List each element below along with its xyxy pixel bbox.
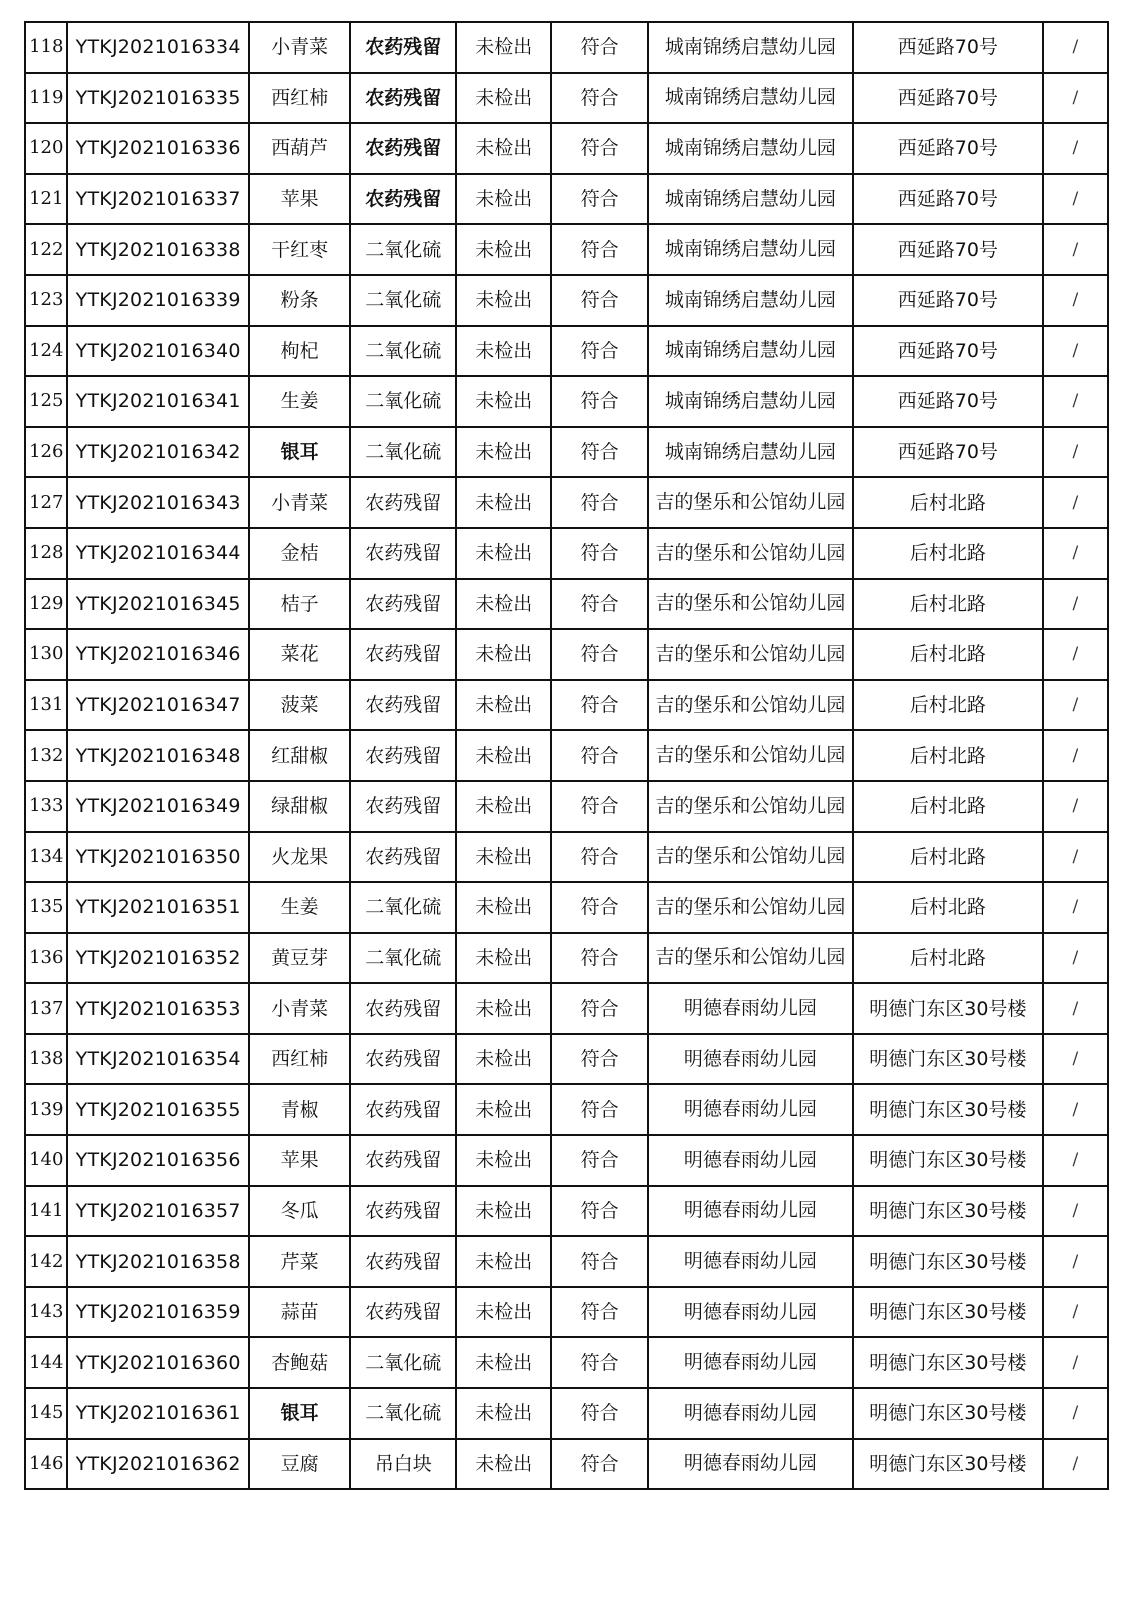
test-item: 二氧化硫 [350,427,456,478]
row-number: 146 [25,1439,67,1490]
table-row [25,22,1108,73]
unit-address: 西延路70号 [853,123,1043,174]
table-row [25,1084,1108,1135]
row-number: 138 [25,1034,67,1085]
judgement: 符合 [551,579,647,630]
test-result: 未检出 [456,477,551,528]
table-row [25,680,1108,731]
unit-address: 明德门东区30号楼 [853,1186,1043,1237]
test-item: 农药残留 [350,832,456,883]
sample-code: YTKJ2021016350 [67,832,248,883]
sample-name: 红甜椒 [249,730,351,781]
row-number: 124 [25,326,67,377]
test-result: 未检出 [456,22,551,73]
sample-name: 粉条 [249,275,351,326]
unit-address: 后村北路 [853,528,1043,579]
sample-code: YTKJ2021016334 [67,22,248,73]
judgement: 符合 [551,832,647,883]
remark: / [1043,1236,1108,1287]
judgement: 符合 [551,983,647,1034]
sample-code: YTKJ2021016362 [67,1439,248,1490]
sample-name: 芹菜 [249,1236,351,1287]
sample-code: YTKJ2021016341 [67,376,248,427]
judgement: 符合 [551,376,647,427]
sampled-unit: 城南锦绣启慧幼儿园 [648,376,853,427]
sampled-unit: 城南锦绣启慧幼儿园 [648,174,853,225]
sample-code: YTKJ2021016358 [67,1236,248,1287]
table-row [25,326,1108,377]
test-item: 农药残留 [350,22,456,73]
sampled-unit: 城南锦绣启慧幼儿园 [648,22,853,73]
table-row [25,832,1108,883]
sample-name: 金桔 [249,528,351,579]
remark: / [1043,1135,1108,1186]
test-result: 未检出 [456,427,551,478]
unit-address: 明德门东区30号楼 [853,1034,1043,1085]
sample-name: 西红柿 [249,73,351,124]
judgement: 符合 [551,174,647,225]
sample-name: 火龙果 [249,832,351,883]
row-number: 141 [25,1186,67,1237]
judgement: 符合 [551,528,647,579]
unit-address: 后村北路 [853,579,1043,630]
sampled-unit: 城南锦绣启慧幼儿园 [648,123,853,174]
remark: / [1043,680,1108,731]
sample-code: YTKJ2021016345 [67,579,248,630]
judgement: 符合 [551,1236,647,1287]
table-row [25,528,1108,579]
sampled-unit: 城南锦绣启慧幼儿园 [648,275,853,326]
sample-code: YTKJ2021016335 [67,73,248,124]
test-item: 二氧化硫 [350,933,456,984]
test-result: 未检出 [456,680,551,731]
remark: / [1043,22,1108,73]
unit-address: 后村北路 [853,832,1043,883]
sampled-unit: 明德春雨幼儿园 [648,1439,853,1490]
sample-name: 生姜 [249,376,351,427]
sample-code: YTKJ2021016339 [67,275,248,326]
row-number: 143 [25,1287,67,1338]
judgement: 符合 [551,1439,647,1490]
sample-name: 杏鲍菇 [249,1337,351,1388]
row-number: 125 [25,376,67,427]
remark: / [1043,1084,1108,1135]
remark: / [1043,275,1108,326]
sample-name: 苹果 [249,174,351,225]
unit-address: 后村北路 [853,477,1043,528]
test-result: 未检出 [456,1287,551,1338]
row-number: 133 [25,781,67,832]
unit-address: 西延路70号 [853,275,1043,326]
sampled-unit: 吉的堡乐和公馆幼儿园 [648,477,853,528]
table-row [25,1236,1108,1287]
test-result: 未检出 [456,629,551,680]
judgement: 符合 [551,22,647,73]
sample-name: 菠菜 [249,680,351,731]
sampled-unit: 明德春雨幼儿园 [648,1236,853,1287]
unit-address: 明德门东区30号楼 [853,1135,1043,1186]
row-number: 126 [25,427,67,478]
table-row [25,933,1108,984]
row-number: 127 [25,477,67,528]
test-result: 未检出 [456,528,551,579]
test-result: 未检出 [456,376,551,427]
test-result: 未检出 [456,983,551,1034]
table-body [25,22,1108,1489]
inspection-results-table [24,21,1109,1490]
unit-address: 后村北路 [853,680,1043,731]
test-item: 农药残留 [350,1287,456,1338]
remark: / [1043,933,1108,984]
remark: / [1043,376,1108,427]
test-item: 吊白块 [350,1439,456,1490]
table-row [25,579,1108,630]
sample-name: 银耳 [249,1388,351,1439]
test-item: 二氧化硫 [350,1337,456,1388]
test-result: 未检出 [456,123,551,174]
test-item: 农药残留 [350,1084,456,1135]
table-row [25,1135,1108,1186]
sample-code: YTKJ2021016343 [67,477,248,528]
unit-address: 明德门东区30号楼 [853,1084,1043,1135]
sample-code: YTKJ2021016348 [67,730,248,781]
table-row [25,1439,1108,1490]
sample-name: 银耳 [249,427,351,478]
sample-name: 黄豆芽 [249,933,351,984]
sampled-unit: 城南锦绣启慧幼儿园 [648,224,853,275]
test-result: 未检出 [456,73,551,124]
test-item: 农药残留 [350,174,456,225]
sample-name: 冬瓜 [249,1186,351,1237]
test-item: 农药残留 [350,1135,456,1186]
row-number: 144 [25,1337,67,1388]
sample-code: YTKJ2021016352 [67,933,248,984]
unit-address: 明德门东区30号楼 [853,1337,1043,1388]
sampled-unit: 明德春雨幼儿园 [648,1084,853,1135]
unit-address: 明德门东区30号楼 [853,983,1043,1034]
judgement: 符合 [551,123,647,174]
judgement: 符合 [551,1135,647,1186]
sample-code: YTKJ2021016340 [67,326,248,377]
sampled-unit: 明德春雨幼儿园 [648,1337,853,1388]
row-number: 139 [25,1084,67,1135]
test-item: 农药残留 [350,781,456,832]
row-number: 140 [25,1135,67,1186]
sample-code: YTKJ2021016356 [67,1135,248,1186]
table-row [25,730,1108,781]
test-item: 农药残留 [350,579,456,630]
test-item: 农药残留 [350,730,456,781]
row-number: 142 [25,1236,67,1287]
sampled-unit: 吉的堡乐和公馆幼儿园 [648,528,853,579]
sample-code: YTKJ2021016359 [67,1287,248,1338]
sample-name: 青椒 [249,1084,351,1135]
sample-name: 小青菜 [249,983,351,1034]
remark: / [1043,1388,1108,1439]
judgement: 符合 [551,933,647,984]
test-result: 未检出 [456,1186,551,1237]
remark: / [1043,73,1108,124]
judgement: 符合 [551,1084,647,1135]
test-result: 未检出 [456,1135,551,1186]
sample-name: 豆腐 [249,1439,351,1490]
row-number: 128 [25,528,67,579]
sample-code: YTKJ2021016360 [67,1337,248,1388]
table-row [25,1034,1108,1085]
table-row [25,73,1108,124]
row-number: 145 [25,1388,67,1439]
remark: / [1043,1439,1108,1490]
unit-address: 西延路70号 [853,376,1043,427]
unit-address: 西延路70号 [853,174,1043,225]
remark: / [1043,427,1108,478]
sample-code: YTKJ2021016344 [67,528,248,579]
sample-name: 西红柿 [249,1034,351,1085]
judgement: 符合 [551,1287,647,1338]
sample-code: YTKJ2021016361 [67,1388,248,1439]
table-row [25,174,1108,225]
sampled-unit: 吉的堡乐和公馆幼儿园 [648,933,853,984]
unit-address: 明德门东区30号楼 [853,1439,1043,1490]
row-number: 137 [25,983,67,1034]
sample-name: 桔子 [249,579,351,630]
judgement: 符合 [551,1337,647,1388]
sample-code: YTKJ2021016355 [67,1084,248,1135]
test-result: 未检出 [456,1084,551,1135]
judgement: 符合 [551,1034,647,1085]
remark: / [1043,477,1108,528]
sampled-unit: 明德春雨幼儿园 [648,1186,853,1237]
sampled-unit: 明德春雨幼儿园 [648,1034,853,1085]
test-result: 未检出 [456,579,551,630]
test-result: 未检出 [456,326,551,377]
sample-name: 苹果 [249,1135,351,1186]
test-result: 未检出 [456,781,551,832]
judgement: 符合 [551,224,647,275]
sample-code: YTKJ2021016357 [67,1186,248,1237]
sampled-unit: 城南锦绣启慧幼儿园 [648,326,853,377]
remark: / [1043,983,1108,1034]
judgement: 符合 [551,629,647,680]
sample-name: 小青菜 [249,22,351,73]
judgement: 符合 [551,882,647,933]
row-number: 134 [25,832,67,883]
sample-code: YTKJ2021016353 [67,983,248,1034]
judgement: 符合 [551,680,647,731]
test-result: 未检出 [456,832,551,883]
remark: / [1043,224,1108,275]
unit-address: 西延路70号 [853,224,1043,275]
judgement: 符合 [551,73,647,124]
table-row [25,781,1108,832]
unit-address: 西延路70号 [853,427,1043,478]
test-item: 二氧化硫 [350,275,456,326]
test-result: 未检出 [456,1034,551,1085]
row-number: 120 [25,123,67,174]
row-number: 131 [25,680,67,731]
test-item: 二氧化硫 [350,376,456,427]
remark: / [1043,1337,1108,1388]
table-row [25,629,1108,680]
row-number: 123 [25,275,67,326]
unit-address: 后村北路 [853,629,1043,680]
test-result: 未检出 [456,1236,551,1287]
remark: / [1043,174,1108,225]
sampled-unit: 吉的堡乐和公馆幼儿园 [648,730,853,781]
test-result: 未检出 [456,933,551,984]
sample-code: YTKJ2021016337 [67,174,248,225]
test-item: 二氧化硫 [350,882,456,933]
sample-name: 枸杞 [249,326,351,377]
test-item: 农药残留 [350,629,456,680]
test-result: 未检出 [456,1337,551,1388]
judgement: 符合 [551,326,647,377]
remark: / [1043,123,1108,174]
sample-name: 西葫芦 [249,123,351,174]
remark: / [1043,629,1108,680]
sample-code: YTKJ2021016351 [67,882,248,933]
row-number: 136 [25,933,67,984]
table-row [25,376,1108,427]
sample-code: YTKJ2021016347 [67,680,248,731]
row-number: 129 [25,579,67,630]
judgement: 符合 [551,730,647,781]
test-item: 农药残留 [350,477,456,528]
unit-address: 西延路70号 [853,73,1043,124]
table-row [25,427,1108,478]
sample-code: YTKJ2021016349 [67,781,248,832]
row-number: 118 [25,22,67,73]
unit-address: 后村北路 [853,933,1043,984]
sampled-unit: 城南锦绣启慧幼儿园 [648,427,853,478]
judgement: 符合 [551,275,647,326]
unit-address: 后村北路 [853,781,1043,832]
test-item: 农药残留 [350,123,456,174]
sample-name: 绿甜椒 [249,781,351,832]
table-row [25,983,1108,1034]
sample-name: 生姜 [249,882,351,933]
test-result: 未检出 [456,275,551,326]
test-result: 未检出 [456,1439,551,1490]
remark: / [1043,579,1108,630]
remark: / [1043,1287,1108,1338]
row-number: 135 [25,882,67,933]
sample-name: 小青菜 [249,477,351,528]
judgement: 符合 [551,427,647,478]
test-item: 二氧化硫 [350,1388,456,1439]
remark: / [1043,326,1108,377]
table-row [25,1337,1108,1388]
row-number: 119 [25,73,67,124]
sample-code: YTKJ2021016338 [67,224,248,275]
sampled-unit: 明德春雨幼儿园 [648,1287,853,1338]
sampled-unit: 城南锦绣启慧幼儿园 [648,73,853,124]
table-row [25,882,1108,933]
test-item: 农药残留 [350,1034,456,1085]
sampled-unit: 吉的堡乐和公馆幼儿园 [648,882,853,933]
unit-address: 明德门东区30号楼 [853,1287,1043,1338]
judgement: 符合 [551,781,647,832]
table-row [25,1287,1108,1338]
remark: / [1043,832,1108,883]
remark: / [1043,781,1108,832]
unit-address: 明德门东区30号楼 [853,1236,1043,1287]
test-item: 农药残留 [350,73,456,124]
sampled-unit: 吉的堡乐和公馆幼儿园 [648,579,853,630]
test-item: 二氧化硫 [350,224,456,275]
remark: / [1043,1186,1108,1237]
test-item: 农药残留 [350,1186,456,1237]
sampled-unit: 吉的堡乐和公馆幼儿园 [648,781,853,832]
test-item: 农药残留 [350,680,456,731]
table-row [25,123,1108,174]
sampled-unit: 明德春雨幼儿园 [648,983,853,1034]
test-result: 未检出 [456,224,551,275]
unit-address: 西延路70号 [853,326,1043,377]
judgement: 符合 [551,477,647,528]
table-row [25,1186,1108,1237]
unit-address: 明德门东区30号楼 [853,1388,1043,1439]
test-result: 未检出 [456,730,551,781]
unit-address: 后村北路 [853,882,1043,933]
test-result: 未检出 [456,882,551,933]
test-item: 二氧化硫 [350,326,456,377]
remark: / [1043,528,1108,579]
sampled-unit: 明德春雨幼儿园 [648,1135,853,1186]
table-row [25,1388,1108,1439]
unit-address: 西延路70号 [853,22,1043,73]
remark: / [1043,882,1108,933]
judgement: 符合 [551,1388,647,1439]
sample-code: YTKJ2021016342 [67,427,248,478]
test-item: 农药残留 [350,983,456,1034]
sample-name: 蒜苗 [249,1287,351,1338]
sample-code: YTKJ2021016346 [67,629,248,680]
test-item: 农药残留 [350,528,456,579]
sample-name: 菜花 [249,629,351,680]
sampled-unit: 吉的堡乐和公馆幼儿园 [648,629,853,680]
remark: / [1043,730,1108,781]
sample-code: YTKJ2021016336 [67,123,248,174]
row-number: 130 [25,629,67,680]
unit-address: 后村北路 [853,730,1043,781]
remark: / [1043,1034,1108,1085]
row-number: 132 [25,730,67,781]
test-item: 农药残留 [350,1236,456,1287]
table-row [25,477,1108,528]
sampled-unit: 吉的堡乐和公馆幼儿园 [648,832,853,883]
sample-code: YTKJ2021016354 [67,1034,248,1085]
table-row [25,224,1108,275]
test-result: 未检出 [456,1388,551,1439]
test-result: 未检出 [456,174,551,225]
row-number: 121 [25,174,67,225]
row-number: 122 [25,224,67,275]
sample-name: 干红枣 [249,224,351,275]
judgement: 符合 [551,1186,647,1237]
sampled-unit: 吉的堡乐和公馆幼儿园 [648,680,853,731]
sampled-unit: 明德春雨幼儿园 [648,1388,853,1439]
table-row [25,275,1108,326]
